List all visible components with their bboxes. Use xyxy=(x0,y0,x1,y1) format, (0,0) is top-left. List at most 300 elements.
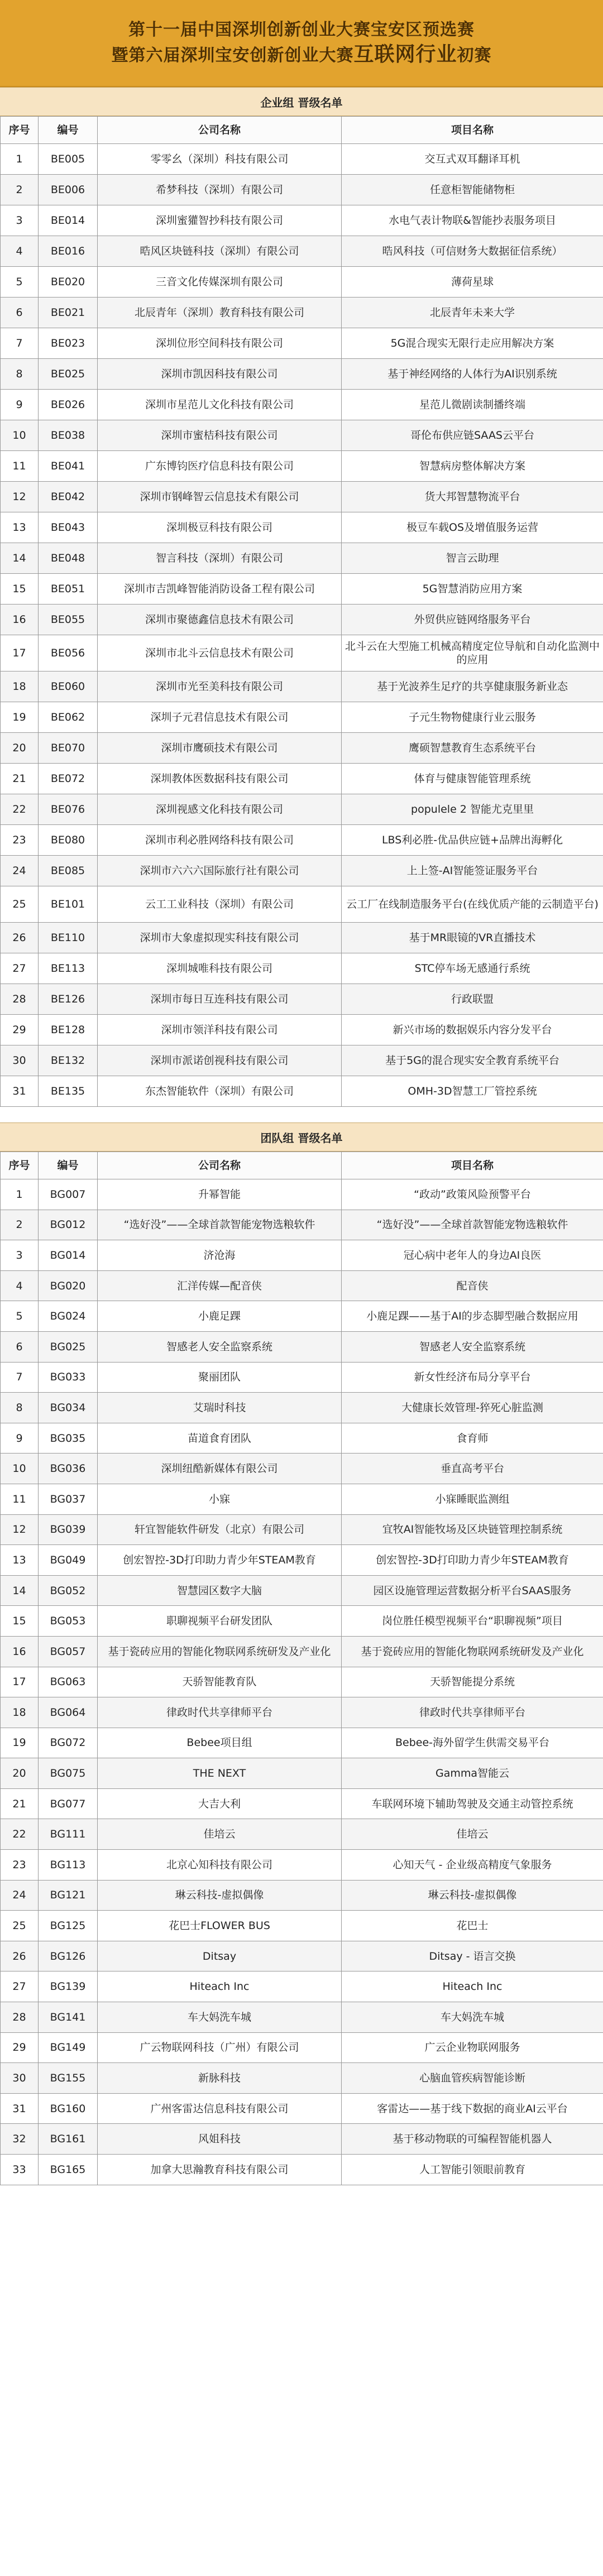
row-project: 心脑血管疾病智能诊断 xyxy=(342,2063,603,2094)
row-seq: 18 xyxy=(1,671,39,702)
row-name: 深圳纽酷新媒体有限公司 xyxy=(98,1454,342,1484)
table-row xyxy=(1,1076,603,1107)
row-project: Gamma智能云 xyxy=(342,1758,603,1789)
row-seq: 6 xyxy=(1,1331,39,1362)
row-project: 云工厂在线制造服务平台(在线优质产能的云制造平台) xyxy=(342,886,603,923)
row-seq: 22 xyxy=(1,1819,39,1850)
row-seq: 26 xyxy=(1,1941,39,1971)
row-id: BE021 xyxy=(39,298,98,328)
company-table-body xyxy=(1,144,603,1107)
row-id: BG052 xyxy=(39,1575,98,1606)
table-row xyxy=(1,2124,603,2155)
row-seq: 7 xyxy=(1,328,39,359)
row-id: BE101 xyxy=(39,886,98,923)
row-name: 智言科技（深圳）有限公司 xyxy=(98,543,342,574)
row-id: BG024 xyxy=(39,1301,98,1332)
row-project: 创宏智控-3D打印助力青少年STEAM教育 xyxy=(342,1545,603,1576)
row-name: 希梦科技（深圳）有限公司 xyxy=(98,175,342,205)
row-name: 北辰青年（深圳）教育科技有限公司 xyxy=(98,298,342,328)
table-row xyxy=(1,359,603,390)
table-row xyxy=(1,574,603,605)
row-name: 花巴士FLOWER BUS xyxy=(98,1911,342,1941)
row-id: BG036 xyxy=(39,1454,98,1484)
row-seq: 22 xyxy=(1,794,39,825)
row-id: BE110 xyxy=(39,923,98,953)
row-name: 深圳位形空间科技有限公司 xyxy=(98,328,342,359)
table-row xyxy=(1,825,603,856)
row-name: 汇洋传媒—配音侠 xyxy=(98,1270,342,1301)
row-id: BE060 xyxy=(39,671,98,702)
table-row xyxy=(1,2032,603,2063)
company-table-header xyxy=(1,117,603,144)
row-seq: 4 xyxy=(1,1270,39,1301)
table-row xyxy=(1,1728,603,1758)
table-row xyxy=(1,205,603,236)
table-row xyxy=(1,856,603,886)
row-id: BG125 xyxy=(39,1911,98,1941)
row-id: BE023 xyxy=(39,328,98,359)
table-row xyxy=(1,1971,603,2002)
table-row xyxy=(1,482,603,512)
row-seq: 8 xyxy=(1,359,39,390)
row-project: 心知天气 - 企业级高精度气象服务 xyxy=(342,1850,603,1881)
table-row xyxy=(1,2002,603,2033)
row-id: BG077 xyxy=(39,1788,98,1819)
table-row xyxy=(1,1819,603,1850)
table-row xyxy=(1,1015,603,1045)
table-row xyxy=(1,764,603,794)
row-project: 极豆车载OS及增值服务运营 xyxy=(342,512,603,543)
team-table-header xyxy=(1,1152,603,1179)
row-seq: 28 xyxy=(1,2002,39,2033)
row-seq: 6 xyxy=(1,298,39,328)
row-project: 星范儿微剧读制播终端 xyxy=(342,390,603,420)
row-name: 智感老人安全监察系统 xyxy=(98,1331,342,1362)
table-row xyxy=(1,543,603,574)
team-table xyxy=(0,1152,603,2185)
row-id: BG063 xyxy=(39,1667,98,1697)
row-project: 货大邦智慧物流平台 xyxy=(342,482,603,512)
row-name: 深圳市北斗云信息技术有限公司 xyxy=(98,635,342,671)
row-project: Ditsay - 语言交换 xyxy=(342,1941,603,1971)
row-id: BE026 xyxy=(39,390,98,420)
row-id: BE006 xyxy=(39,175,98,205)
row-id: BG075 xyxy=(39,1758,98,1789)
row-seq: 32 xyxy=(1,2124,39,2155)
row-seq: 16 xyxy=(1,605,39,635)
row-id: BG007 xyxy=(39,1179,98,1210)
row-project: Bebee-海外留学生供需交易平台 xyxy=(342,1728,603,1758)
row-id: BG012 xyxy=(39,1210,98,1240)
row-project: 新女性经济布局分享平台 xyxy=(342,1362,603,1393)
row-name: 加拿大思瀚教育科技有限公司 xyxy=(98,2155,342,2185)
row-seq: 1 xyxy=(1,144,39,175)
row-seq: 19 xyxy=(1,1728,39,1758)
table-row xyxy=(1,605,603,635)
table-row xyxy=(1,512,603,543)
table-row xyxy=(1,1393,603,1423)
row-name: 深圳市钢峰智云信息技术有限公司 xyxy=(98,482,342,512)
row-seq: 31 xyxy=(1,2093,39,2124)
row-name: 深圳极豆科技有限公司 xyxy=(98,512,342,543)
row-seq: 9 xyxy=(1,1423,39,1454)
company-section-title: 企业组 晋级名单 xyxy=(0,87,603,116)
row-project: 智慧病房整体解决方案 xyxy=(342,451,603,482)
row-project: 基于移动物联的可编程智能机器人 xyxy=(342,2124,603,2155)
row-name: 深圳市星范儿文化科技有限公司 xyxy=(98,390,342,420)
row-name: 深圳城唯科技有限公司 xyxy=(98,953,342,984)
row-id: BG121 xyxy=(39,1880,98,1911)
table-row xyxy=(1,1362,603,1393)
row-seq: 19 xyxy=(1,702,39,733)
row-id: BE025 xyxy=(39,359,98,390)
row-seq: 9 xyxy=(1,390,39,420)
row-name: 聚丽团队 xyxy=(98,1362,342,1393)
row-seq: 13 xyxy=(1,512,39,543)
row-name: 深圳子元君信息技术有限公司 xyxy=(98,702,342,733)
title-line-2-post: 初赛 xyxy=(457,46,492,65)
row-id: BE051 xyxy=(39,574,98,605)
row-id: BG141 xyxy=(39,2002,98,2033)
row-id: BE126 xyxy=(39,984,98,1015)
row-seq: 5 xyxy=(1,1301,39,1332)
row-name: 轩宜智能软件研发（北京）有限公司 xyxy=(98,1514,342,1545)
row-project: 琳云科技-虚拟偶像 xyxy=(342,1880,603,1911)
page-header xyxy=(0,0,603,87)
table-row xyxy=(1,671,603,702)
row-seq: 16 xyxy=(1,1636,39,1667)
row-name: 广东博钧医疗信息科技有限公司 xyxy=(98,451,342,482)
row-name: 广云物联网科技（广州）有限公司 xyxy=(98,2032,342,2063)
table-row xyxy=(1,390,603,420)
row-seq: 31 xyxy=(1,1076,39,1107)
row-name: 苗道食育团队 xyxy=(98,1423,342,1454)
row-seq: 5 xyxy=(1,267,39,298)
row-id: BE128 xyxy=(39,1015,98,1045)
row-name: 风姐科技 xyxy=(98,2124,342,2155)
row-project: 子元生物物健康行业云服务 xyxy=(342,702,603,733)
table-row xyxy=(1,1636,603,1667)
row-name: 深圳市利必胜网络科技有限公司 xyxy=(98,825,342,856)
row-project: 大健康长效管理-猝死心脏监测 xyxy=(342,1393,603,1423)
row-id: BE070 xyxy=(39,733,98,764)
table-row xyxy=(1,1788,603,1819)
row-name: 深圳市吉凯峰智能消防设备工程有限公司 xyxy=(98,574,342,605)
row-seq: 25 xyxy=(1,1911,39,1941)
header-seq: 序号 xyxy=(1,117,39,144)
row-seq: 12 xyxy=(1,482,39,512)
row-seq: 3 xyxy=(1,205,39,236)
table-row xyxy=(1,923,603,953)
row-id: BE042 xyxy=(39,482,98,512)
table-row xyxy=(1,1270,603,1301)
row-name: 深圳市大象虚拟现实科技有限公司 xyxy=(98,923,342,953)
table-row xyxy=(1,1240,603,1271)
row-project: 车大妈洗车城 xyxy=(342,2002,603,2033)
row-seq: 18 xyxy=(1,1697,39,1728)
row-id: BG113 xyxy=(39,1850,98,1881)
row-seq: 14 xyxy=(1,1575,39,1606)
row-project: 5G混合现实无限行走应用解决方案 xyxy=(342,328,603,359)
header-project: 项目名称 xyxy=(342,1152,603,1179)
row-project: 鹰硕智慧教育生态系统平台 xyxy=(342,733,603,764)
team-section-title: 团队组 晋级名单 xyxy=(0,1122,603,1152)
row-id: BE132 xyxy=(39,1045,98,1076)
row-name: 职聊视频平台研发团队 xyxy=(98,1606,342,1637)
row-project: 外贸供应链网络服务平台 xyxy=(342,605,603,635)
row-seq: 14 xyxy=(1,543,39,574)
row-name: 深圳市鹰硕技术有限公司 xyxy=(98,733,342,764)
row-id: BE041 xyxy=(39,451,98,482)
row-project: 客雷达——基于线下数据的商业AI云平台 xyxy=(342,2093,603,2124)
row-name: 东杰智能软件（深圳）有限公司 xyxy=(98,1076,342,1107)
row-project: 宜牧AI智能牧场及区块链管理控制系统 xyxy=(342,1514,603,1545)
row-project: 上上签-AI智能签证服务平台 xyxy=(342,856,603,886)
row-id: BG014 xyxy=(39,1240,98,1271)
title-line-2 xyxy=(111,42,491,68)
row-id: BG139 xyxy=(39,1971,98,2002)
table-row xyxy=(1,984,603,1015)
team-table-body xyxy=(1,1179,603,2185)
row-seq: 28 xyxy=(1,984,39,1015)
row-id: BE076 xyxy=(39,794,98,825)
row-name: 深圳市凯因科技有限公司 xyxy=(98,359,342,390)
header-project: 项目名称 xyxy=(342,117,603,144)
row-id: BG165 xyxy=(39,2155,98,2185)
row-seq: 17 xyxy=(1,635,39,671)
row-seq: 21 xyxy=(1,764,39,794)
row-name: 智慧园区数字大脑 xyxy=(98,1575,342,1606)
row-project: 水电气表计物联&智能抄表服务项目 xyxy=(342,205,603,236)
row-seq: 23 xyxy=(1,1850,39,1881)
table-row xyxy=(1,175,603,205)
section-spacer xyxy=(0,1107,603,1122)
row-project: “政动”政策风险预警平台 xyxy=(342,1179,603,1210)
row-project: 园区设施管理运营数据分析平台SAAS服务 xyxy=(342,1575,603,1606)
row-project: 佳培云 xyxy=(342,1819,603,1850)
row-project: populele 2 智能尤克里里 xyxy=(342,794,603,825)
row-seq: 27 xyxy=(1,1971,39,2002)
row-name: 深圳市六六六国际旅行社有限公司 xyxy=(98,856,342,886)
row-id: BE038 xyxy=(39,420,98,451)
row-id: BG072 xyxy=(39,1728,98,1758)
row-name: 三音文化传媒深圳有限公司 xyxy=(98,267,342,298)
row-name: 小寐 xyxy=(98,1484,342,1514)
row-id: BG064 xyxy=(39,1697,98,1728)
row-project: OMH-3D智慧工厂管控系统 xyxy=(342,1076,603,1107)
row-project: 天骄智能提分系统 xyxy=(342,1667,603,1697)
row-id: BE135 xyxy=(39,1076,98,1107)
row-id: BE005 xyxy=(39,144,98,175)
row-project: 北辰青年未来大学 xyxy=(342,298,603,328)
table-row xyxy=(1,1514,603,1545)
row-project: 薄荷星球 xyxy=(342,267,603,298)
row-project: 智感老人安全监察系统 xyxy=(342,1331,603,1362)
row-project: 垂直高考平台 xyxy=(342,1454,603,1484)
row-name: 天骄智能教育队 xyxy=(98,1667,342,1697)
row-name: 深圳教体医数据科技有限公司 xyxy=(98,764,342,794)
table-row xyxy=(1,451,603,482)
table-row xyxy=(1,1045,603,1076)
row-project: 行政联盟 xyxy=(342,984,603,1015)
table-row xyxy=(1,794,603,825)
row-project: 北斗云在大型施工机械高精度定位导航和自动化监测中的应用 xyxy=(342,635,603,671)
row-name: 新脉科技 xyxy=(98,2063,342,2094)
title-line-2-pre: 暨第六届深圳宝安创新创业大赛 xyxy=(111,46,354,65)
row-project: 人工智能引领眼前教育 xyxy=(342,2155,603,2185)
table-row xyxy=(1,1454,603,1484)
row-name: 车大妈洗车城 xyxy=(98,2002,342,2033)
table-row xyxy=(1,1697,603,1728)
title-line-1: 第十一届中国深圳创新创业大赛宝安区预选赛 xyxy=(128,20,475,40)
row-name: 济沧海 xyxy=(98,1240,342,1271)
table-row xyxy=(1,144,603,175)
table-row xyxy=(1,1575,603,1606)
row-id: BG160 xyxy=(39,2093,98,2124)
row-id: BG149 xyxy=(39,2032,98,2063)
row-project: 基于光波养生足疗的共享健康服务新业态 xyxy=(342,671,603,702)
row-project: 新兴市场的数据娱乐内容分发平台 xyxy=(342,1015,603,1045)
row-project: 交互式双耳翻译耳机 xyxy=(342,144,603,175)
row-seq: 4 xyxy=(1,236,39,267)
row-name: 深圳市光至美科技有限公司 xyxy=(98,671,342,702)
row-name: 云工工业科技（深圳）有限公司 xyxy=(98,886,342,923)
row-name: 广州客雷达信息科技有限公司 xyxy=(98,2093,342,2124)
row-id: BG161 xyxy=(39,2124,98,2155)
row-project: 体育与健康智能管理系统 xyxy=(342,764,603,794)
row-name: “选好没”——全球首款智能宠物选粮软件 xyxy=(98,1210,342,1240)
header-id: 编号 xyxy=(39,117,98,144)
row-id: BG049 xyxy=(39,1545,98,1576)
row-seq: 30 xyxy=(1,1045,39,1076)
table-row xyxy=(1,953,603,984)
row-project: LBS利必胜-优品供应链+品牌出海孵化 xyxy=(342,825,603,856)
header-name: 公司名称 xyxy=(98,117,342,144)
row-project: “选好没”——全球首款智能宠物选粮软件 xyxy=(342,1210,603,1240)
table-row xyxy=(1,298,603,328)
table-row xyxy=(1,1301,603,1332)
row-name: Bebee项目组 xyxy=(98,1728,342,1758)
row-id: BE016 xyxy=(39,236,98,267)
row-seq: 11 xyxy=(1,1484,39,1514)
row-id: BE085 xyxy=(39,856,98,886)
row-seq: 12 xyxy=(1,1514,39,1545)
table-row xyxy=(1,1667,603,1697)
row-name: 深圳市派诺创视科技有限公司 xyxy=(98,1045,342,1076)
company-table xyxy=(0,116,603,1107)
row-id: BE080 xyxy=(39,825,98,856)
row-seq: 29 xyxy=(1,2032,39,2063)
row-seq: 7 xyxy=(1,1362,39,1393)
row-name: 艾瑞时科技 xyxy=(98,1393,342,1423)
row-name: 律政时代共享律师平台 xyxy=(98,1697,342,1728)
header-seq: 序号 xyxy=(1,1152,39,1179)
row-seq: 21 xyxy=(1,1788,39,1819)
table-row xyxy=(1,328,603,359)
row-project: 晧风科技（可信财务大数据征信系统） xyxy=(342,236,603,267)
row-name: 北京心知科技有限公司 xyxy=(98,1850,342,1881)
row-name: 升幂智能 xyxy=(98,1179,342,1210)
table-row xyxy=(1,1179,603,1210)
row-id: BG057 xyxy=(39,1636,98,1667)
row-seq: 2 xyxy=(1,1210,39,1240)
row-seq: 1 xyxy=(1,1179,39,1210)
row-project: 基于神经网络的人体行为AI识别系统 xyxy=(342,359,603,390)
row-seq: 10 xyxy=(1,1454,39,1484)
row-project: 广云企业物联网服务 xyxy=(342,2032,603,2063)
row-project: 食育师 xyxy=(342,1423,603,1454)
row-name: 晧风区块链科技（深圳）有限公司 xyxy=(98,236,342,267)
row-seq: 33 xyxy=(1,2155,39,2185)
row-name: 佳培云 xyxy=(98,1819,342,1850)
header-id: 编号 xyxy=(39,1152,98,1179)
row-id: BG155 xyxy=(39,2063,98,2094)
table-row xyxy=(1,1941,603,1971)
table-row xyxy=(1,635,603,671)
table-row xyxy=(1,886,603,923)
row-seq: 24 xyxy=(1,856,39,886)
row-name: 深圳市领洋科技有限公司 xyxy=(98,1015,342,1045)
row-name: THE NEXT xyxy=(98,1758,342,1789)
table-row xyxy=(1,1606,603,1637)
row-project: 5G智慧消防应用方案 xyxy=(342,574,603,605)
row-project: 基于瓷砖应用的智能化物联网系统研发及产业化 xyxy=(342,1636,603,1667)
row-seq: 13 xyxy=(1,1545,39,1576)
table-row xyxy=(1,702,603,733)
row-name: 基于瓷砖应用的智能化物联网系统研发及产业化 xyxy=(98,1636,342,1667)
row-seq: 15 xyxy=(1,1606,39,1637)
table-row xyxy=(1,1484,603,1514)
row-project: 任意柜智能储物柜 xyxy=(342,175,603,205)
row-seq: 24 xyxy=(1,1880,39,1911)
row-seq: 25 xyxy=(1,886,39,923)
table-row xyxy=(1,1758,603,1789)
row-seq: 27 xyxy=(1,953,39,984)
row-id: BE014 xyxy=(39,205,98,236)
row-name: 深圳视感文化科技有限公司 xyxy=(98,794,342,825)
row-project: 基于MR眼镜的VR直播技术 xyxy=(342,923,603,953)
table-row xyxy=(1,1423,603,1454)
table-row xyxy=(1,420,603,451)
row-id: BG111 xyxy=(39,1819,98,1850)
table-row xyxy=(1,2155,603,2185)
row-project: 冠心病中老年人的身边AI良医 xyxy=(342,1240,603,1271)
row-name: 创宏智控-3D打印助力青少年STEAM教育 xyxy=(98,1545,342,1576)
row-project: 小鹿足踝——基于AI的步态脚型融合数据应用 xyxy=(342,1301,603,1332)
table-row xyxy=(1,1911,603,1941)
row-seq: 10 xyxy=(1,420,39,451)
row-id: BG033 xyxy=(39,1362,98,1393)
row-project: 哥伦布供应链SAAS云平台 xyxy=(342,420,603,451)
table-row xyxy=(1,236,603,267)
row-seq: 20 xyxy=(1,733,39,764)
row-id: BG020 xyxy=(39,1270,98,1301)
row-seq: 11 xyxy=(1,451,39,482)
row-project: 岗位胜任模型视频平台“职聊视频”项目 xyxy=(342,1606,603,1637)
row-id: BE043 xyxy=(39,512,98,543)
row-id: BG025 xyxy=(39,1331,98,1362)
row-seq: 17 xyxy=(1,1667,39,1697)
row-seq: 26 xyxy=(1,923,39,953)
title-highlight: 互联网行业 xyxy=(353,43,457,66)
row-seq: 23 xyxy=(1,825,39,856)
row-project: 车联网环境下辅助驾驶及交通主动管控系统 xyxy=(342,1788,603,1819)
row-id: BE020 xyxy=(39,267,98,298)
row-id: BE113 xyxy=(39,953,98,984)
row-id: BE056 xyxy=(39,635,98,671)
row-id: BE062 xyxy=(39,702,98,733)
row-seq: 20 xyxy=(1,1758,39,1789)
